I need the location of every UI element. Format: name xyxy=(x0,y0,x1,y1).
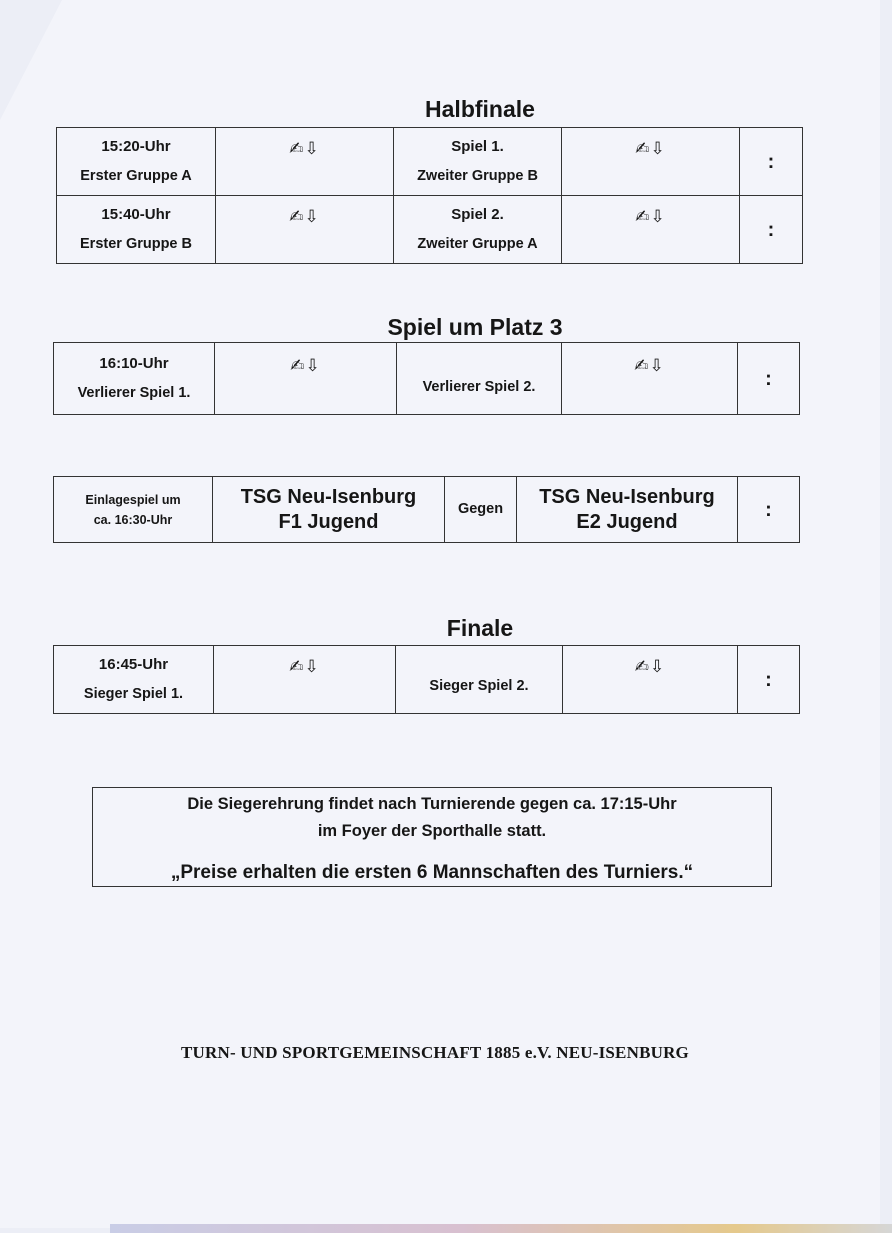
write-down-icon: ✍⇩ xyxy=(290,356,321,376)
write-down-icon: ✍⇩ xyxy=(635,139,666,159)
write-down-icon: ✍⇩ xyxy=(289,139,320,159)
match-time: 15:40-Uhr xyxy=(101,205,171,223)
team-1-name: TSG Neu-Isenburg xyxy=(240,485,417,508)
score-field[interactable]: : xyxy=(765,498,772,521)
paper-edge xyxy=(110,1224,892,1233)
team-1: Erster Gruppe A xyxy=(80,167,192,184)
ceremony-notice xyxy=(92,787,772,887)
team-2: Sieger Spiel 2. xyxy=(429,677,529,694)
einlage-label: Einlagespiel um xyxy=(85,492,181,507)
write-down-icon: ✍⇩ xyxy=(289,657,320,677)
notice-line-3: „Preise erhalten die ersten 6 Mannschaften des Turniers.“ xyxy=(170,862,694,883)
platz3-row xyxy=(54,343,800,415)
team-1: Erster Gruppe B xyxy=(80,235,192,252)
team-2-name: TSG Neu-Isenburg xyxy=(539,485,715,508)
score-field[interactable]: : xyxy=(765,367,772,390)
match-time: 16:45-Uhr xyxy=(98,655,169,673)
write-down-icon: ✍⇩ xyxy=(635,207,666,227)
match-label: Spiel 2. xyxy=(451,205,504,223)
einlage-table xyxy=(53,476,800,543)
club-footer: TURN- UND SPORTGEMEINSCHAFT 1885 e.V. NEU-ISENBURG xyxy=(181,1043,689,1062)
notice-line-2: im Foyer der Sporthalle statt. xyxy=(317,822,547,840)
score-field[interactable]: : xyxy=(767,150,775,173)
team-1: Verlierer Spiel 1. xyxy=(77,384,191,401)
team-2: Zweiter Gruppe B xyxy=(417,167,538,184)
platz3-heading: Spiel um Platz 3 xyxy=(387,314,563,340)
score-field[interactable]: : xyxy=(767,218,775,241)
team-1-age: F1 Jugend xyxy=(278,510,379,533)
notice-line-1: Die Siegerehrung findet nach Turnierende gegen ca. 17:15-Uhr xyxy=(187,795,677,813)
halbfinale-row-2 xyxy=(57,196,803,264)
finale-heading: Finale xyxy=(446,615,514,641)
finale-table xyxy=(53,645,800,714)
write-down-icon: ✍⇩ xyxy=(634,356,665,376)
einlage-row xyxy=(54,477,800,543)
team-2-age: E2 Jugend xyxy=(576,510,678,533)
match-label: Spiel 1. xyxy=(451,137,504,155)
match-time: 16:10-Uhr xyxy=(99,354,169,372)
halbfinale-heading: Halbfinale xyxy=(425,96,535,122)
team-2: Zweiter Gruppe A xyxy=(417,235,538,252)
halbfinale-row-1 xyxy=(57,128,803,196)
finale-row xyxy=(54,646,800,714)
einlage-time: ca. 16:30-Uhr xyxy=(93,512,173,527)
halbfinale-table xyxy=(56,127,803,264)
write-down-icon: ✍⇩ xyxy=(634,657,666,677)
platz3-table xyxy=(53,342,800,415)
write-down-icon: ✍⇩ xyxy=(289,207,320,227)
vs-label: Gegen xyxy=(457,500,504,517)
team-1: Sieger Spiel 1. xyxy=(83,685,184,702)
match-time: 15:20-Uhr xyxy=(101,137,171,155)
team-2: Verlierer Spiel 2. xyxy=(422,378,536,395)
score-field[interactable]: : xyxy=(765,668,772,691)
